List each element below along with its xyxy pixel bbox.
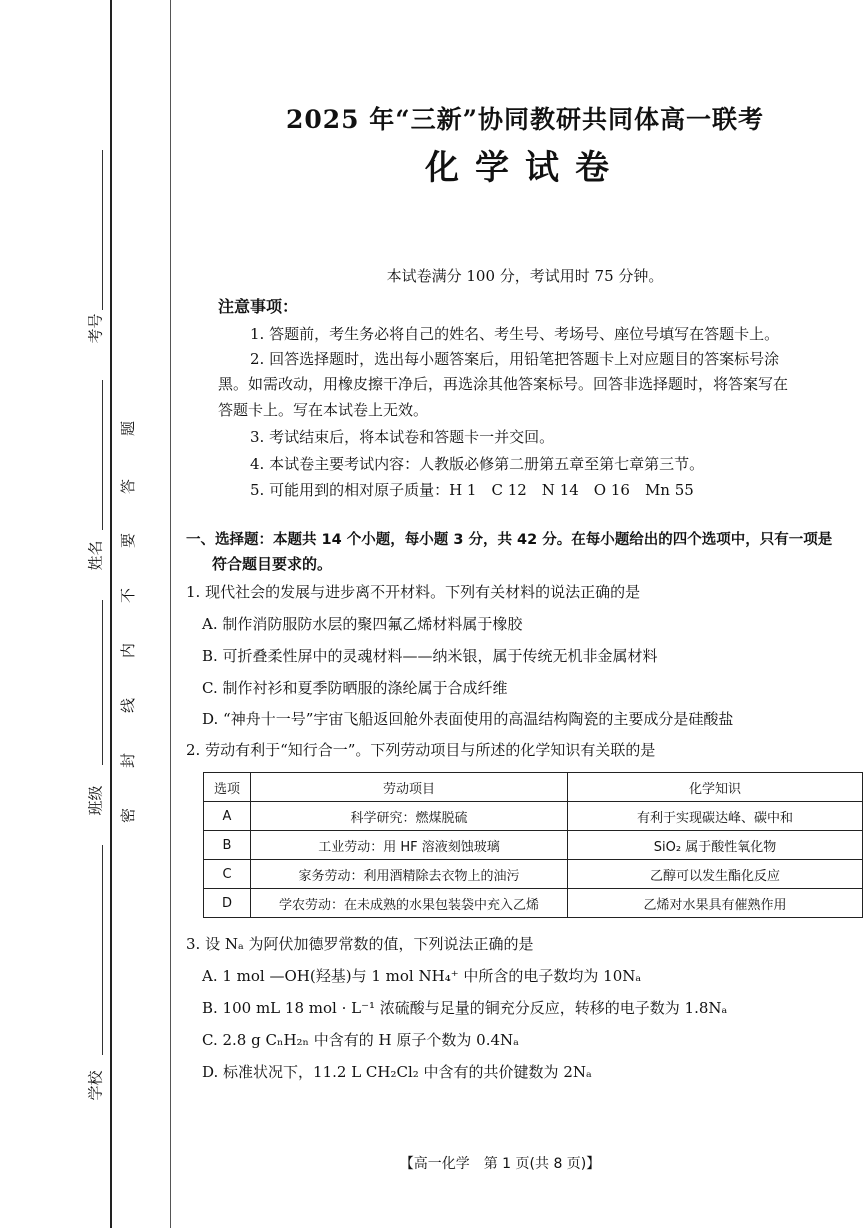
- table-cell: SiO₂ 属于酸性氧化物: [568, 831, 863, 860]
- q1-option-c: C. 制作衬衫和夏季防晒服的涤纶属于合成纤维: [202, 679, 508, 697]
- class-line: [102, 600, 103, 765]
- q3-option-c: C. 2.8 g CₙH₂ₙ 中含有的 H 原子个数为 0.4Nₐ: [202, 1031, 519, 1049]
- table-cell: 工业劳动：用 HF 溶液刻蚀玻璃: [251, 831, 568, 860]
- seal-char: 线: [119, 697, 138, 714]
- table-header: 劳动项目: [251, 773, 568, 802]
- seal-char: 密: [119, 807, 138, 824]
- notice-item: 1. 答题前，考生务必将自己的姓名、考生号、考场号、座位号填写在答题卡上。: [250, 325, 780, 343]
- table-cell: 有利于实现碳达峰、碳中和: [568, 802, 863, 831]
- school-label: 学校: [86, 1070, 105, 1101]
- q1-option-b: B. 可折叠柔性屏中的灵魂材料——纳米银，属于传统无机非金属材料: [202, 647, 658, 665]
- table-row: [204, 831, 863, 860]
- school-line: [102, 845, 103, 1055]
- notice-item: 答题卡上。写在本试卷上无效。: [218, 401, 429, 419]
- exam-number-label: 考号: [86, 313, 105, 344]
- notice-item: 2. 回答选择题时，选出每小题答案后，用铅笔把答题卡上对应题目的答案标号涂: [250, 350, 780, 368]
- exam-number-line: [102, 150, 103, 310]
- table-header: 化学知识: [568, 773, 863, 802]
- q1-option-d: D. “神舟十一号”宇宙飞船返回舱外表面使用的高温结构陶瓷的主要成分是硅酸盐: [202, 710, 734, 728]
- table-cell: 乙烯对水果具有催熟作用: [568, 889, 863, 918]
- exam-info: 本试卷满分 100 分，考试用时 75 分钟。: [386, 267, 664, 285]
- q3-option-d: D. 标准状况下，11.2 L CH₂Cl₂ 中含有的共价键数为 2Nₐ: [202, 1063, 592, 1081]
- q3-option-b: B. 100 mL 18 mol · L⁻¹ 浓硫酸与足量的铜充分反应，转移的电子数为 1.8Nₐ: [202, 999, 728, 1017]
- table-header: 选项: [204, 773, 251, 802]
- binding-line-outer: [110, 0, 112, 1228]
- seal-char: 要: [119, 532, 138, 549]
- binding-line-inner: [170, 0, 171, 1228]
- notice-item: 3. 考试结束后，将本试卷和答题卡一并交回。: [250, 428, 555, 446]
- table-cell: 科学研究：燃煤脱硫: [251, 802, 568, 831]
- subject-title: 化学试卷: [425, 148, 625, 188]
- name-line: [102, 380, 103, 530]
- seal-char: 不: [119, 587, 138, 604]
- section-heading: [186, 528, 866, 576]
- q1-option-a: A. 制作消防服防水层的聚四氟乙烯材料属于橡胶: [202, 615, 523, 633]
- table-cell: A: [204, 802, 251, 831]
- table-cell: B: [204, 831, 251, 860]
- q2-stem: 2. 劳动有利于“知行合一”。下列劳动项目与所述的化学知识有关联的是: [186, 741, 656, 759]
- notice-item: 黑。如需改动，用橡皮擦干净后，再选涂其他答案标号。回答非选择题时，将答案写在: [218, 375, 789, 393]
- q2-table: [203, 772, 863, 918]
- q3-stem: 3. 设 Nₐ 为阿伏加德罗常数的值，下列说法正确的是: [186, 935, 534, 953]
- seal-char: 封: [119, 752, 138, 769]
- notice-title: 注意事项：: [218, 297, 299, 316]
- section-heading-line1: 一、选择题：本题共 14 个小题，每小题 3 分，共 42 分。在每小题给出的四个选项中，只有一项是: [186, 532, 833, 548]
- seal-char: 题: [119, 420, 138, 437]
- table-cell: C: [204, 860, 251, 889]
- q1-stem: 1. 现代社会的发展与进步离不开材料。下列有关材料的说法正确的是: [186, 583, 641, 601]
- seal-char: 内: [119, 642, 138, 659]
- table-row: [204, 889, 863, 918]
- q3-option-a: A. 1 mol —OH(羟基)与 1 mol NH₄⁺ 中所含的电子数均为 10Nₐ: [202, 967, 642, 985]
- table-cell: D: [204, 889, 251, 918]
- page-footer: 【高一化学 第 1 页(共 8 页)】: [399, 1156, 601, 1172]
- class-label: 班级: [86, 785, 105, 816]
- table-cell: 学农劳动：在未成熟的水果包装袋中充入乙烯: [251, 889, 568, 918]
- table-cell: 乙醇可以发生酯化反应: [568, 860, 863, 889]
- notice-item: 4. 本试卷主要考试内容：人教版必修第二册第五章至第七章第三节。: [250, 455, 705, 473]
- table-row: [204, 802, 863, 831]
- seal-char: 答: [119, 478, 138, 495]
- table-row: [204, 860, 863, 889]
- section-heading-line2: 符合题目要求的。: [212, 555, 333, 573]
- table-header-row: [204, 773, 863, 802]
- table-cell: 家务劳动：利用酒精除去衣物上的油污: [251, 860, 568, 889]
- name-label: 姓名: [86, 540, 105, 571]
- notice-item: 5. 可能用到的相对原子质量：H 1 C 12 N 14 O 16 Mn 55: [250, 481, 694, 499]
- exam-title: 2025 年“三新”协同教研共同体高一联考: [285, 105, 765, 134]
